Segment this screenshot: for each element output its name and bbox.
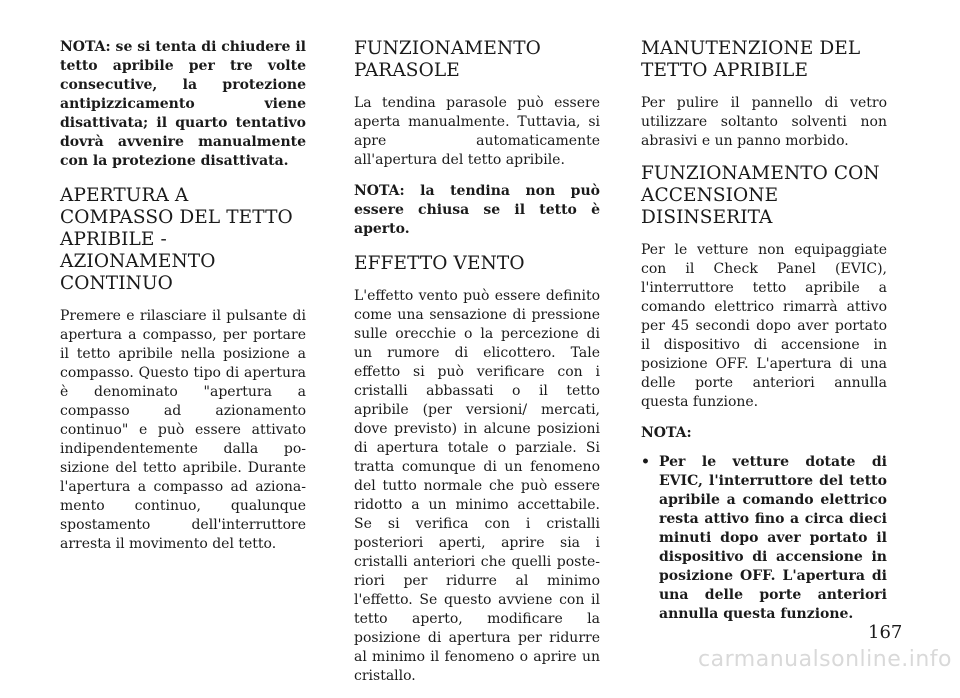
page-number: 167 bbox=[868, 622, 903, 643]
column-middle bbox=[354, 38, 600, 698]
heading-wind-buffeting: EFFETTO VENTO bbox=[354, 253, 525, 274]
note-sunshade: NOTA: la tendina non può essere chiusa se il tetto è aperto. bbox=[354, 183, 600, 237]
paragraph-ignition-off: Per le vetture non equipaggiate con il Check Panel (EVIC), l'interruttore tetto apribile a comando elettrico rimarrà attivo per 45 secondi dopo aver portato il dispositivo di accensione in posizione OFF. L'apertura di una delle porte anteriori annulla questa funzione. bbox=[641, 242, 887, 410]
heading-sunshade: FUNZIONAMENTO PARASOLE bbox=[354, 38, 541, 81]
note-label: NOTA: bbox=[641, 425, 692, 441]
heading-vent-continuous: APERTURA A COMPASSO DEL TETTO APRIBILE - AZIONAMENTO CONTINUO bbox=[60, 185, 293, 294]
heading-maintenance: MANUTENZIONE DEL TETTO APRIBILE bbox=[641, 38, 861, 81]
watermark: carmanualsonline.info bbox=[698, 647, 952, 672]
paragraph-maintenance: Per pulire il pannello di vetro utilizzare soltanto solventi non abrasivi e un panno morbido. bbox=[641, 95, 887, 149]
column-left bbox=[60, 38, 306, 566]
bullet-dot-icon: • bbox=[641, 454, 650, 470]
bullet-item-evic bbox=[641, 453, 887, 624]
paragraph-vent-continuous: Premere e rilasciare il pulsante di apertura a compasso, per portare il tetto apribile nella posizione a compasso. Questo tipo di apertura è denominato "apertura a compasso ad azionamento continuo" e può essere attivato indipendentemente dalla posizione del tetto apribile. Durante l'apertura a compasso ad azionamento continuo, qualunque spostamento dell'interruttore arresta il movimento del tetto. bbox=[60, 308, 306, 552]
column-right bbox=[641, 38, 887, 624]
note-anti-pinch: NOTA: se si tenta di chiudere il tetto apribile per tre volte consecutive, la protezione antipizzicamento viene disattivata; il quarto tentativo dovrà avvenire manualmente con la protezione disattivata. bbox=[60, 39, 306, 169]
paragraph-wind-buffeting: L'effetto vento può essere definito come una sensazione di pressione sulle orecchie o la percezione di un rumore di elicottero. Tale effetto si può verificare con i cristalli abbassati o il tetto apribile (per versioni/ mercati, dove previsto) in alcune posizioni di apertura totale o parziale. Si tratta comunque di un fenomeno del tutto normale che può essere ridotto a un minimo accettabile. Se si verifica con i cristalli posteriori aperti, aprire sia i cristalli anteriori che quelli posteriori per ridurre al minimo l'effetto. Se questo avviene con il tetto aperto, modificare la posizione di apertura per ridurre al minimo il fenomeno o aprire un cristallo. bbox=[354, 288, 600, 684]
bullet-text: Per le vetture dotate di EVIC, l'interruttore del tetto apribile a comando elettrico resta attivo fino a circa dieci minuti dopo aver portato il dispositivo di accensione in posizione OFF. L'apertura di una delle porte anteriori annulla questa funzione. bbox=[659, 454, 887, 622]
paragraph-sunshade: La tendina parasole può essere aperta manualmente. Tuttavia, si apre automaticamente all'apertura del tetto apribile. bbox=[354, 95, 600, 168]
heading-ignition-off: FUNZIONAMENTO CON ACCENSIONE DISINSERITA bbox=[641, 163, 880, 228]
